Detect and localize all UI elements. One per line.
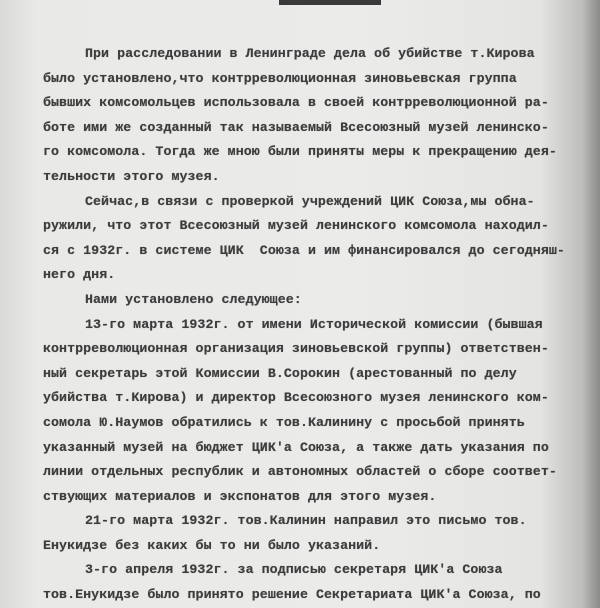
- text-line: ружили, что этот Всесоюзный музей ленинского комсомола находил-: [43, 218, 549, 234]
- text-line: Нами установлено следующее:: [85, 291, 302, 307]
- text-line: При расследовании в Ленинграде дела об убийстве т.Кирова: [85, 46, 535, 61]
- text-line: тов.Енукидзе было принято решение Секретариата ЦИК'а Союза, по: [43, 587, 541, 603]
- text-line: сомола Ю.Наумов обратились к тов.Калинину с просьбой принять: [43, 414, 525, 430]
- text-line: бывших комсомольцев использовала в своей контрреволюционной ра-: [43, 95, 549, 111]
- text-line: контрреволюционная организация зиновьевской группы) ответствен-: [43, 341, 549, 357]
- document-body: [43, 42, 563, 608]
- text-line: 3-го апреля 1932г. за подписью секретаря ЦИК'а Союза: [85, 562, 503, 578]
- text-line: Сейчас,в связи с проверкой учреждений ЦИК Союза,мы обна-: [85, 193, 535, 209]
- text-line: боте ими же созданный так называемый Всесоюзный музей ленинско-: [43, 119, 549, 135]
- text-line: убийства т.Кирова) и директор Всесоюзного музея ленинского ком-: [43, 390, 549, 406]
- text-line: ся с 1932г. в системе ЦИК Союза и им финансировался до сегодняш-: [43, 242, 565, 258]
- text-line: тельности этого музея.: [43, 168, 220, 184]
- text-line: ствующих материалов и экспонатов для этого музея.: [43, 488, 437, 504]
- text-line: 13-го марта 1932г. от имени Исторической комиссии (бывшая: [85, 316, 543, 332]
- text-line: было установлено,что контрреволюционная зиновьевская группа: [43, 70, 517, 86]
- text-line: го комсомола. Тогда же мною были приняты меры к прекращению дея-: [43, 144, 557, 160]
- text-line: линии отдельных республик и автономных областей о сборе соответ-: [43, 464, 557, 480]
- text-line: Енукидзе без каких бы то ни было указаний.: [43, 537, 381, 553]
- text-line: 21-го марта 1932г. тов.Калинин направил это письмо тов.: [85, 513, 527, 529]
- text-line: указанный музей на бюджет ЦИК'а Союза, а также дать указания по: [43, 439, 549, 455]
- text-line: ный секретарь этой Комиссии В.Сорокин (арестованный по делу: [43, 365, 517, 381]
- text-line: него дня.: [43, 267, 116, 283]
- title-underline: [279, 0, 381, 5]
